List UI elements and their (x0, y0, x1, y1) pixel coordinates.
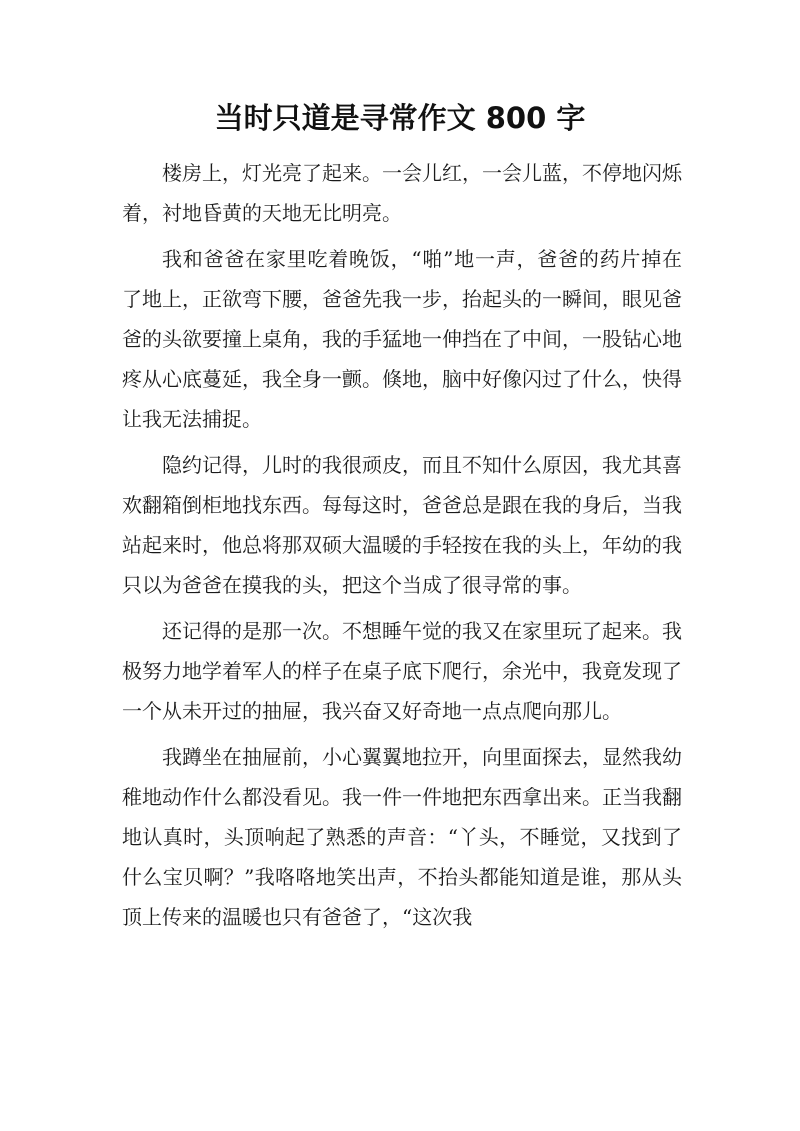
paragraph: 我和爸爸在家里吃着晚饭，“啪”地一声，爸爸的药片掉在了地上，正欲弯下腰，爸爸先我一步，抬起头的一瞬间，眼见爸爸的头欲要撞上桌角，我的手猛地一伸挡在了中间，一股钻心地疼从心底蔓延，我全身一颤。倏地，脑中好像闪过了什么，快得让我无法捕捉。 (122, 247, 682, 431)
document-title: 当时只道是寻常作文 800 字 (214, 101, 586, 135)
paragraph: 我蹲坐在抽屉前，小心翼翼地拉开，向里面探去，显然我幼稚地动作什么都没看见。我一件一件地把东西拿出来。正当我翻地认真时，头顶响起了熟悉的声音：“丫头，不睡觉，又找到了什么宝贝啊？”我咯咯地笑出声，不抬头都能知道是谁，那从头顶上传来的温暖也只有爸爸了，“这次我 (122, 745, 682, 929)
paragraph: 隐约记得，儿时的我很顽皮，而且不知什么原因，我尤其喜欢翻箱倒柜地找东西。每每这时，爸爸总是跟在我的身后，当我站起来时，他总将那双硕大温暖的手轻按在我的头上，年幼的我只以为爸爸在摸我的头，把这个当成了很寻常的事。 (122, 453, 682, 597)
paragraph: 楼房上，灯光亮了起来。一会儿红，一会儿蓝，不停地闪烁着，衬地昏黄的天地无比明亮。 (122, 161, 682, 225)
essay-body (122, 153, 682, 937)
paragraph: 还记得的是那一次。不想睡午觉的我又在家里玩了起来。我极努力地学着军人的样子在桌子底下爬行，余光中，我竟发现了一个从未开过的抽屉，我兴奋又好奇地一点点爬向那儿。 (122, 619, 682, 723)
